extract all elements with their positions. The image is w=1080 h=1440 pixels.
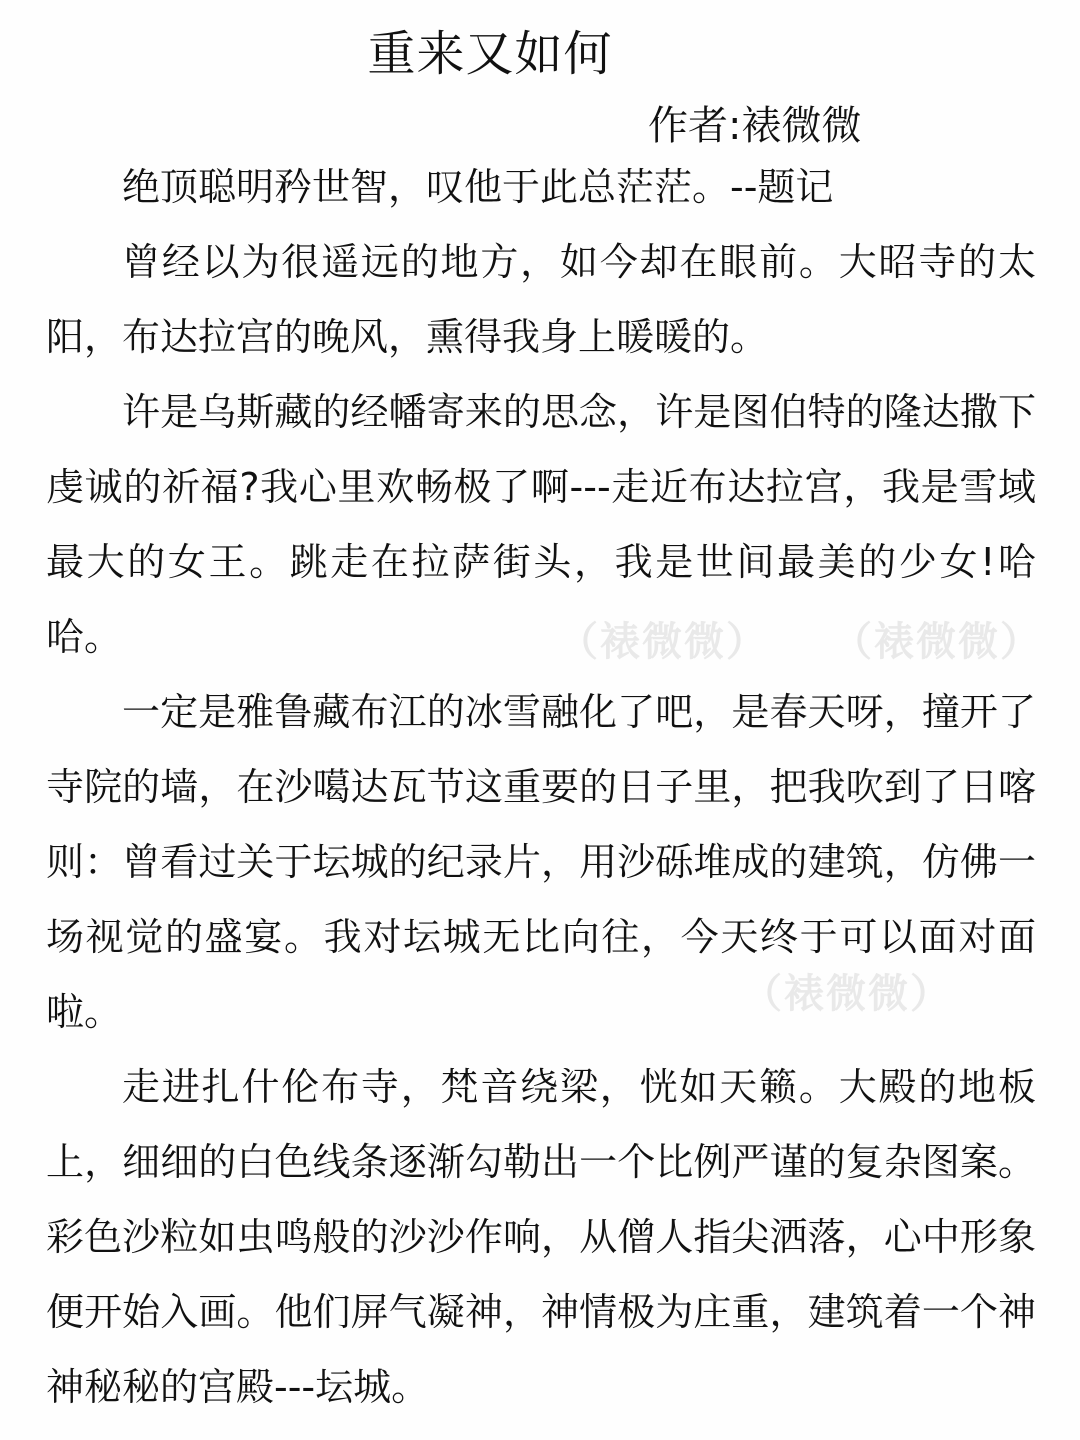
watermark-logo: （裱微微） xyxy=(558,619,768,665)
paragraph-4: 走进扎什伦布寺，梵音绕梁，恍如天籁。大殿的地板上，细细的白色线条逐渐勾勒出一个比例严谨的复杂图案。彩色沙粒如虫鸣般的沙沙作响，从僧人指尖洒落，心中形象便开始入画。他们屏气凝神，神情极为庄重，建筑着一个神神秘秘的宫殿---坛城。 xyxy=(46,1065,1036,1409)
paragraph-3: 一定是雅鲁藏布江的冰雪融化了吧，是春天呀，撞开了寺院的墙，在沙噶达瓦节这重要的日子里，把我吹到了日喀则：曾看过关于坛城的纪录片，用沙砾堆成的建筑，仿佛一场视觉的盛宴。我对坛城无比向往，今天终于可以面对面啦。 xyxy=(46,690,1036,1034)
epigraph-paragraph: 绝顶聪明矜世智，叹他于此总茫茫。--题记 xyxy=(122,165,834,209)
paragraph-1: 曾经以为很遥远的地方，如今却在眼前。大昭寺的太阳，布达拉宫的晚风，熏得我身上暖暖的。 xyxy=(46,240,1036,359)
document-body xyxy=(46,150,1036,1425)
watermark-logo: （裱微微） xyxy=(832,619,1042,665)
watermark-logo: （裱微微） xyxy=(742,971,952,1017)
paragraph-2: 许是乌斯藏的经幡寄来的思念，许是图伯特的隆达撒下虔诚的祈福?我心里欢畅极了啊---走近布达拉宫，我是雪域最大的女王。跳走在拉萨街头，我是世间最美的少女!哈哈。 xyxy=(46,390,1036,659)
document-title: 重来又如何 xyxy=(367,26,613,82)
author-line: 作者:裱微微 xyxy=(648,103,862,149)
